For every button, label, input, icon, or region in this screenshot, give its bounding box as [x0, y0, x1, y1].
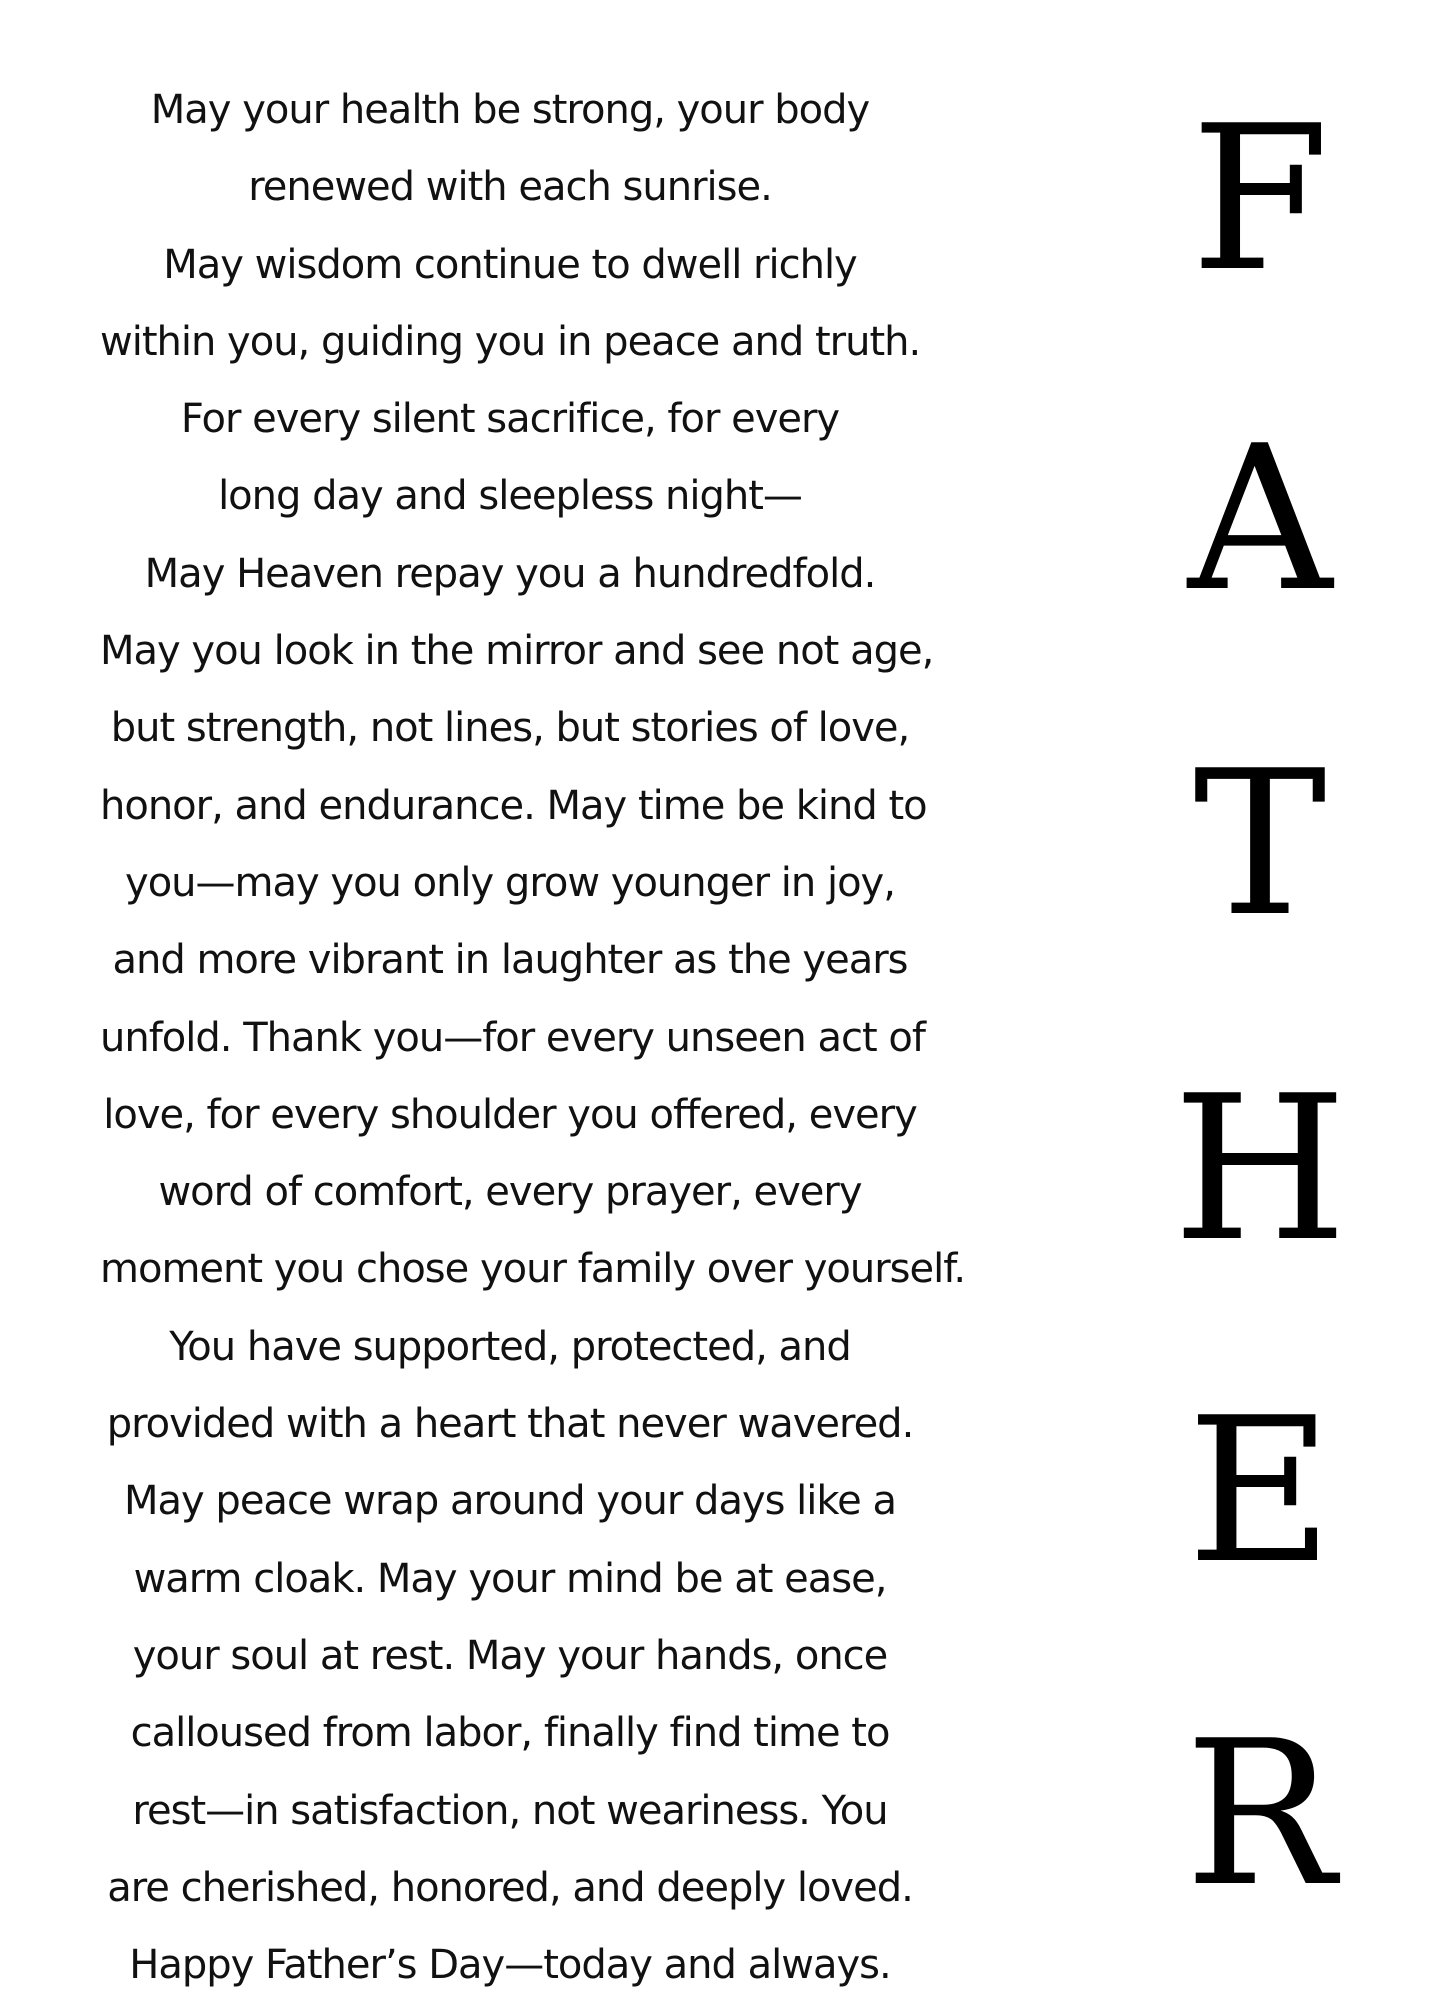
poem-line: May Heaven repay you a hundredfold. — [144, 550, 876, 597]
poem-line: but strength, not lines, but stories of love, — [110, 705, 910, 752]
poem-line: you—may you only grow younger in joy, — [125, 859, 895, 906]
poem-line: moment you chose your family over yourself. — [100, 1246, 966, 1293]
poem-line: May your health be strong, your body — [150, 87, 870, 133]
poem-line: provided with a heart that never wavered. — [106, 1401, 914, 1448]
poem-line: renewed with each sunrise. — [248, 164, 772, 211]
poem-line: warm cloak. May your mind be at ease, — [133, 1555, 887, 1602]
poem-line: within you, guiding you in peace and truth. — [100, 318, 921, 365]
poem-line: calloused from labor, finally find time to — [130, 1710, 890, 1757]
acrostic-letter-r: R — [1184, 1698, 1336, 1931]
poem-line: long day and sleepless night— — [218, 473, 802, 520]
poem-line: rest—in satisfaction, not weariness. You — [132, 1787, 888, 1834]
poem-line: Happy Father’s Day—today and always. — [129, 1942, 891, 1989]
poem-line: your soul at rest. May your hands, once — [132, 1632, 888, 1679]
acrostic-letter-t: T — [1193, 728, 1327, 961]
poem-line: word of comfort, every prayer, every — [158, 1169, 862, 1216]
poem-line: May peace wrap around your days like a — [124, 1478, 896, 1525]
poem-text — [100, 72, 966, 2004]
poem-line: May you look in the mirror and see not age, — [100, 628, 934, 675]
poem-line: You have supported, protected, and — [169, 1323, 851, 1370]
poem-line: honor, and endurance. May time be kind to — [100, 782, 927, 829]
poem-line: are cherished, honored, and deeply loved. — [107, 1864, 913, 1911]
poem-line: unfold. Thank you—for every unseen act of — [100, 1014, 925, 1061]
acrostic-letter-e: E — [1187, 1375, 1333, 1608]
poem-line: and more vibrant in laughter as the years — [112, 937, 908, 984]
poem-line: love, for every shoulder you offered, every — [103, 1091, 917, 1138]
acrostic-letter-h: H — [1172, 1053, 1348, 1286]
poem-line: For every silent sacrifice, for every — [180, 396, 840, 443]
acrostic-letter-f: F — [1190, 83, 1330, 316]
poem-line: May wisdom continue to dwell richly — [163, 241, 857, 288]
acrostic-letter-a: A — [1187, 403, 1333, 636]
acrostic-column — [1160, 83, 1360, 1940]
